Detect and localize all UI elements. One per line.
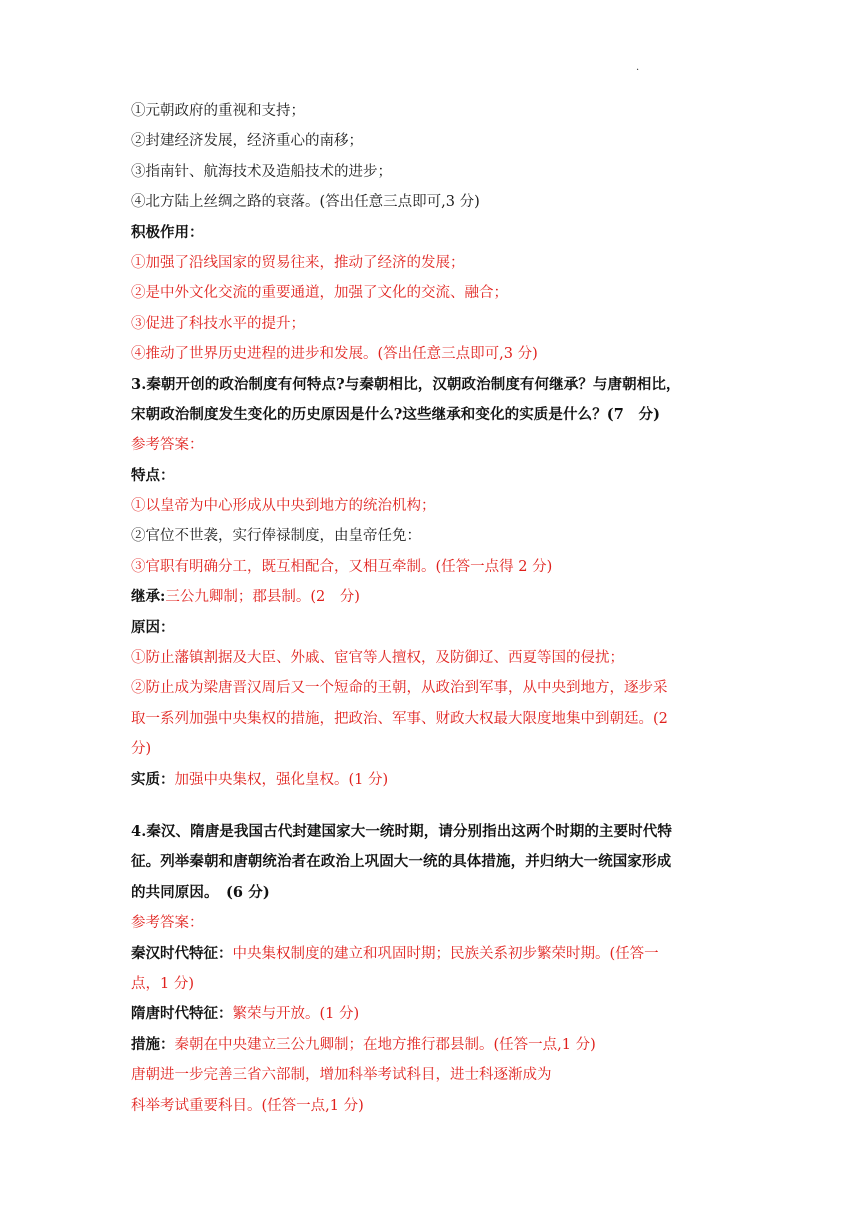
reason-item: ④北方陆上丝绸之路的衰落。(答出任意三点即可,3 分) [131, 194, 480, 211]
section-gap [131, 799, 741, 821]
header-dot: . [636, 62, 640, 73]
essence-label: 实质： [131, 770, 175, 788]
effect-item: ②是中外文化交流的重要通道，加强了文化的交流、融合； [131, 285, 508, 302]
reason-item: 分) [131, 741, 152, 758]
essence-row [131, 769, 741, 791]
question-4-line: 的共同原因。 (6 分) [131, 883, 270, 901]
document-body [131, 100, 741, 1125]
reason-item: ②防止成为梁唐晋汉周后又一个短命的王朝，从政治到军事，从中央到地方，逐步采 [131, 680, 668, 697]
question-3-line: 3.秦朝开创的政治制度有何特点?与秦朝相比，汉朝政治制度有何继承？与唐朝相比， [131, 375, 681, 393]
question-4-line: 征。列举秦朝和唐朝统治者在政治上巩固大一统的具体措施，并归纳大一统国家形成 [131, 853, 672, 871]
qinhan-label: 秦汉时代特征： [131, 944, 233, 962]
measures-text: 秦朝在中央建立三公九卿制；在地方推行郡县制。(任答一点,1 分) [174, 1036, 596, 1053]
suitang-text: 繁荣与开放。(1 分) [232, 1006, 360, 1023]
effect-item: ③促进了科技水平的提升； [131, 315, 305, 332]
reason-item: ②封建经济发展，经济重心的南移； [131, 133, 363, 150]
inherit-label: 继承: [131, 588, 166, 606]
measures-label: 措施： [131, 1035, 175, 1053]
reason-item: 取一系列加强中央集权的措施，把政治、军事、财政大权最大限度地集中到朝廷。(2 [131, 710, 668, 727]
reasons-label: 原因： [131, 618, 175, 636]
question-3-line: 宋朝政治制度发生变化的历史原因是什么?这些继承和变化的实质是什么？(7 分) [131, 405, 661, 423]
effect-item: ④推动了世界历史进程的进步和发展。(答出任意三点即可,3 分) [131, 346, 538, 363]
tang-measure: 科举考试重要科目。(任答一点,1 分) [131, 1097, 364, 1114]
suitang-label: 隋唐时代特征： [131, 1005, 233, 1023]
effects-label: 积极作用： [131, 223, 204, 241]
reason-item: ①防止藩镇割据及大臣、外戚、宦官等人擅权，及防御辽、西夏等国的侵扰； [131, 650, 624, 667]
reason-item: ③指南针、航海技术及造船技术的进步； [131, 163, 392, 180]
qinhan-text-cont: 点，1 分) [131, 975, 194, 992]
question-4-line: 4.秦汉、隋唐是我国古代封建国家大一统时期，请分别指出这两个时期的主要时代特 [131, 822, 672, 840]
inherit-text: 三公九卿制；郡县制。(2 分) [165, 589, 360, 606]
qinhan-text: 中央集权制度的建立和巩固时期；民族关系初步繁荣时期。(任答一 [232, 945, 659, 962]
measures-row [131, 1034, 741, 1056]
feature-item: ①以皇帝为中心形成从中央到地方的统治机构； [131, 498, 436, 515]
feature-item: ②官位不世袭，实行俸禄制度，由皇帝任免： [131, 528, 421, 545]
feature-item: ③官职有明确分工，既互相配合，又相互牵制。(任答一点得 2 分) [131, 558, 553, 575]
answer-heading: 参考答案： [131, 915, 204, 932]
inherit-row [131, 586, 741, 608]
answer-heading: 参考答案： [131, 437, 204, 454]
reason-item: ①元朝政府的重视和支持； [131, 103, 305, 119]
tang-measure: 唐朝进一步完善三省六部制，增加科举考试科目，进士科逐渐成为 [131, 1067, 552, 1084]
qinhan-row [131, 943, 741, 965]
features-label: 特点： [131, 466, 175, 484]
suitang-row [131, 1003, 741, 1025]
effect-item: ①加强了沿线国家的贸易往来，推动了经济的发展； [131, 254, 465, 271]
essence-text: 加强中央集权，强化皇权。(1 分) [174, 771, 389, 788]
